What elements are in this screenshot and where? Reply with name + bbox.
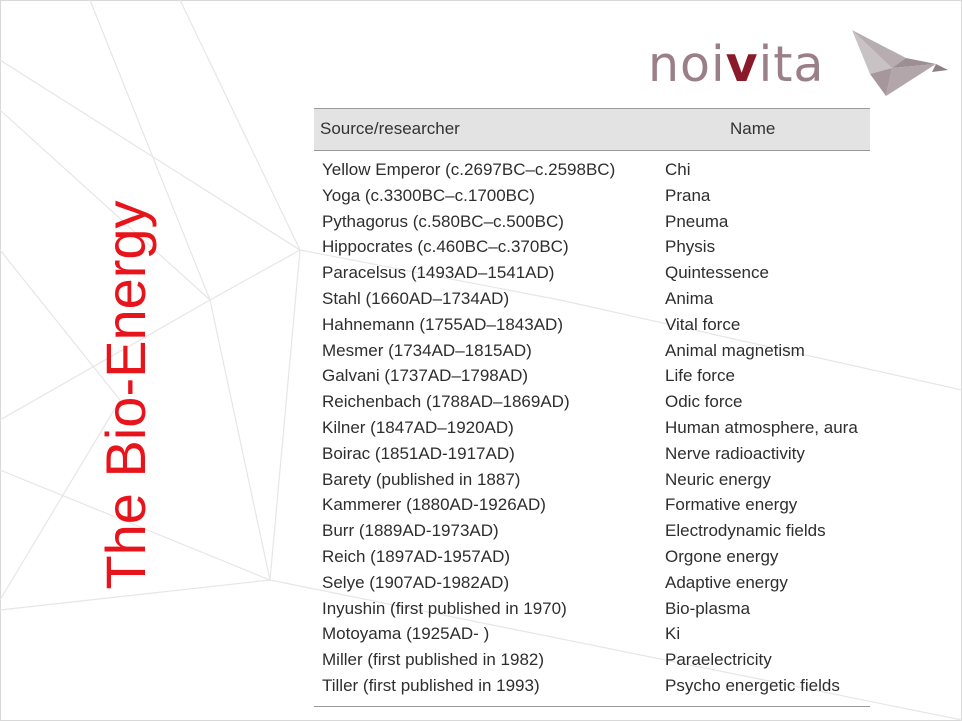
table-row	[314, 364, 870, 390]
column-header-name: Name	[730, 119, 776, 138]
source-cell: Burr (1889AD-1973AD)	[322, 521, 499, 541]
name-cell: Vital force	[665, 314, 741, 334]
table-row	[314, 442, 870, 468]
source-cell: Reich (1897AD-1957AD)	[322, 546, 511, 566]
source-cell: Reichenbach (1788AD–1869AD)	[322, 392, 570, 412]
name-cell: Pneuma	[665, 211, 729, 231]
source-cell: Paracelsus (1493AD–1541AD)	[322, 263, 555, 283]
name-cell: Human atmosphere, aura	[665, 417, 858, 437]
table-row	[314, 597, 870, 623]
logo-wordmark	[648, 30, 824, 100]
source-cell: Miller (first published in 1982)	[322, 650, 545, 670]
table-row	[314, 390, 870, 416]
column-header-source: Source/researcher	[320, 119, 460, 138]
table-row	[314, 468, 870, 494]
table-row	[314, 571, 870, 597]
table-row	[314, 648, 870, 674]
name-cell: Ki	[665, 624, 681, 644]
source-cell: Yoga (c.3300BC–c.1700BC)	[322, 185, 535, 205]
name-cell: Anima	[665, 288, 714, 308]
source-cell: Galvani (1737AD–1798AD)	[322, 366, 529, 386]
source-cell: Barety (published in 1887)	[322, 469, 521, 489]
table-row	[314, 674, 870, 700]
source-cell: Kilner (1847AD–1920AD)	[322, 417, 514, 437]
table-row	[314, 622, 870, 648]
table-row	[314, 184, 870, 210]
table-row	[314, 416, 870, 442]
table-row	[314, 519, 870, 545]
source-cell: Stahl (1660AD–1734AD)	[322, 288, 510, 308]
name-cell: Odic force	[665, 392, 743, 412]
source-cell: Inyushin (first published in 1970)	[322, 598, 567, 618]
name-cell: Chi	[665, 160, 691, 179]
source-cell: Kammerer (1880AD-1926AD)	[322, 495, 546, 515]
source-cell: Mesmer (1734AD–1815AD)	[322, 340, 532, 360]
name-cell: Life force	[665, 366, 735, 386]
name-cell: Adaptive energy	[665, 572, 788, 592]
slide-title: The Bio-Energy	[94, 200, 157, 590]
logo-text-highlight: v	[725, 36, 759, 93]
name-cell: Formative energy	[665, 495, 798, 515]
name-cell: Orgone energy	[665, 546, 779, 566]
logo-text-prefix: noi	[648, 36, 726, 93]
table-row	[314, 545, 870, 571]
table-row	[314, 210, 870, 236]
name-cell: Prana	[665, 185, 711, 205]
table-header	[314, 108, 870, 151]
source-cell: Selye (1907AD-1982AD)	[322, 572, 510, 592]
name-cell: Psycho energetic fields	[665, 675, 840, 695]
table-row	[314, 493, 870, 519]
source-cell: Yellow Emperor (c.2697BC–c.2598BC)	[322, 160, 616, 179]
source-cell: Hahnemann (1755AD–1843AD)	[322, 314, 563, 334]
noivita-logo	[648, 24, 953, 104]
source-cell: Pythagorus (c.580BC–c.500BC)	[322, 211, 564, 231]
name-cell: Quintessence	[665, 263, 769, 283]
table-bottom-rule	[314, 706, 870, 707]
bio-energy-table	[314, 108, 870, 708]
table-row	[314, 287, 870, 313]
name-cell: Electrodynamic fields	[665, 521, 826, 541]
table-row	[314, 339, 870, 365]
table-row	[314, 235, 870, 261]
source-cell: Motoyama (1925AD- )	[322, 624, 490, 644]
table-row	[314, 313, 870, 339]
bird-icon	[844, 24, 952, 104]
table-row	[314, 261, 870, 287]
source-cell: Hippocrates (c.460BC–c.370BC)	[322, 237, 569, 257]
name-cell: Nerve radioactivity	[665, 443, 805, 463]
table-body	[314, 158, 870, 700]
source-cell: Tiller (first published in 1993)	[322, 675, 540, 695]
name-cell: Physis	[665, 237, 716, 257]
name-cell: Bio-plasma	[665, 598, 751, 618]
table-row	[314, 158, 870, 184]
name-cell: Paraelectricity	[665, 650, 772, 670]
name-cell: Animal magnetism	[665, 340, 805, 360]
name-cell: Neuric energy	[665, 469, 771, 489]
logo-text-suffix: ita	[758, 36, 825, 93]
source-cell: Boirac (1851AD-1917AD)	[322, 443, 515, 463]
